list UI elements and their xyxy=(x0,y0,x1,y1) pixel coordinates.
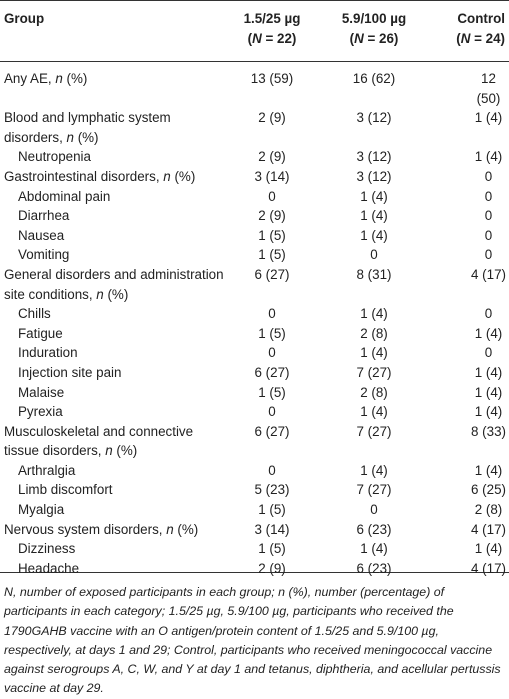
cell-control: 0 xyxy=(484,227,493,243)
row-label: Diarrhea xyxy=(18,208,70,224)
cell-high-dose: 0 xyxy=(370,502,378,518)
cell-control: 1 (4) xyxy=(474,149,503,165)
table-row xyxy=(0,62,509,108)
cell-high-dose: 6 (23) xyxy=(356,521,392,537)
header-col-low-dose-title: 1.5/25 µg xyxy=(243,11,301,26)
header-col-control-n: (N = 24) xyxy=(456,30,505,46)
row-label: Any AE, n (%) xyxy=(4,71,88,86)
row-label: Arthralgia xyxy=(18,462,76,478)
cell-control: 0 xyxy=(484,345,493,361)
cell-control: 1 (4) xyxy=(474,110,503,126)
table-row xyxy=(0,422,509,461)
cell-high-dose: 16 (62) xyxy=(352,71,396,86)
row-label: Nausea xyxy=(18,227,65,243)
header-col-low-dose xyxy=(224,0,320,62)
cell-control: 1 (4) xyxy=(474,541,503,557)
row-label: General disorders and administration site conditions, n (%) xyxy=(4,266,224,302)
cell-high-dose: 1 (4) xyxy=(360,462,388,478)
cell-high-dose: 3 (12) xyxy=(356,168,392,184)
table-row xyxy=(0,559,509,579)
cell-control: 4 (17) xyxy=(471,521,506,537)
cell-high-dose: 8 (31) xyxy=(356,266,392,282)
header-col-low-dose-n: (N = 22) xyxy=(247,30,297,46)
table-footnote: N, number of exposed participants in each group; n (%), number (percentage) of participants in each category; 1.5/25 µg, 5.9/100 µg, participants who received the 1790GAHB vaccine with an O antigen/protein content of 1.5/25 and 5.9/100 µg, respectively, at days 1 and 29; Control, participants who received meningococcal vaccine against serogroups A, C, W, and Y at day 1 and tetanus, diphtheria, and acellular pertussis vaccine at day 29. xyxy=(4,585,501,696)
table-row xyxy=(0,343,509,363)
table-row xyxy=(0,500,509,520)
cell-low-dose: 5 (23) xyxy=(254,482,290,498)
row-label: Pyrexia xyxy=(18,404,63,420)
cell-high-dose: 1 (4) xyxy=(360,188,388,204)
row-label: Abdominal pain xyxy=(18,188,111,204)
table-row xyxy=(0,304,509,324)
cell-low-dose: 1 (5) xyxy=(258,247,286,263)
cell-low-dose: 1 (5) xyxy=(258,384,286,400)
cell-high-dose: 7 (27) xyxy=(356,482,392,498)
cell-low-dose: 0 xyxy=(268,188,276,204)
table-row xyxy=(0,520,509,540)
cell-low-dose: 6 (27) xyxy=(254,364,290,380)
cell-high-dose: 3 (12) xyxy=(356,149,392,165)
row-label: Neutropenia xyxy=(18,149,91,165)
cell-control: 4 (17) xyxy=(471,560,506,576)
table-row xyxy=(0,402,509,422)
header-col-high-dose-n: (N = 26) xyxy=(349,30,399,46)
row-label: Malaise xyxy=(18,384,65,400)
cell-control: 1 (4) xyxy=(474,404,503,420)
table-row xyxy=(0,461,509,481)
cell-high-dose: 6 (23) xyxy=(356,560,392,576)
row-label: Vomiting xyxy=(18,247,70,263)
row-label: Induration xyxy=(18,345,78,361)
header-col-high-dose-title: 5.9/100 µg xyxy=(341,11,407,26)
table-row xyxy=(0,147,509,167)
cell-control: 2 (8) xyxy=(474,502,503,518)
cell-low-dose: 13 (59) xyxy=(250,71,294,86)
table-row xyxy=(0,363,509,383)
table-row xyxy=(0,108,509,147)
cell-control: 0 xyxy=(484,208,493,224)
cell-control: 0 xyxy=(484,168,493,184)
row-label: Headache xyxy=(18,560,80,576)
cell-low-dose: 1 (5) xyxy=(258,227,286,243)
cell-high-dose: 2 (8) xyxy=(360,325,388,341)
cell-control: 4 (17) xyxy=(471,266,506,282)
cell-low-dose: 0 xyxy=(268,404,276,420)
cell-high-dose: 7 (27) xyxy=(356,423,392,439)
cell-low-dose: 6 (27) xyxy=(254,423,290,439)
row-label: Fatigue xyxy=(18,325,63,341)
table-row xyxy=(0,324,509,344)
cell-control: 1 (4) xyxy=(474,384,503,400)
table-row xyxy=(0,187,509,207)
table-row xyxy=(0,383,509,403)
cell-high-dose: 2 (8) xyxy=(360,384,388,400)
cell-low-dose: 0 xyxy=(268,462,276,478)
table-row xyxy=(0,226,509,246)
cell-high-dose: 1 (4) xyxy=(360,541,388,557)
row-label: Myalgia xyxy=(18,502,65,518)
cell-control: 0 xyxy=(484,306,493,322)
cell-high-dose: 1 (4) xyxy=(360,208,388,224)
cell-low-dose: 1 (5) xyxy=(258,502,286,518)
cell-low-dose: 0 xyxy=(268,345,276,361)
table-row xyxy=(0,480,509,500)
cell-low-dose: 3 (14) xyxy=(254,521,290,537)
table-row xyxy=(0,167,509,187)
table-body xyxy=(0,62,509,578)
row-label: Chills xyxy=(18,306,51,322)
cell-high-dose: 0 xyxy=(370,247,378,263)
cell-high-dose: 1 (4) xyxy=(360,306,388,322)
cell-low-dose: 2 (9) xyxy=(258,149,286,165)
header-col-control-title: Control xyxy=(457,11,505,26)
table-row xyxy=(0,245,509,265)
cell-high-dose: 1 (4) xyxy=(360,404,388,420)
cell-high-dose: 3 (12) xyxy=(356,110,392,126)
row-label: Dizziness xyxy=(18,541,76,557)
cell-low-dose: 1 (5) xyxy=(258,541,286,557)
cell-low-dose: 1 (5) xyxy=(258,325,286,341)
cell-control: 12 (50) xyxy=(476,71,501,106)
header-group: Group xyxy=(4,11,45,26)
cell-control: 8 (33) xyxy=(471,423,506,439)
cell-control: 6 (25) xyxy=(471,482,506,498)
row-label: Injection site pain xyxy=(18,364,122,380)
table-row xyxy=(0,206,509,226)
cell-low-dose: 2 (9) xyxy=(258,110,286,126)
row-label: Gastrointestinal disorders, n (%) xyxy=(4,168,196,184)
cell-high-dose: 1 (4) xyxy=(360,345,388,361)
cell-low-dose: 0 xyxy=(268,306,276,322)
cell-high-dose: 7 (27) xyxy=(356,364,392,380)
cell-control: 0 xyxy=(484,247,493,263)
cell-low-dose: 6 (27) xyxy=(254,266,290,282)
row-label: Limb discomfort xyxy=(18,482,113,498)
cell-high-dose: 1 (4) xyxy=(360,227,388,243)
table-row xyxy=(0,265,509,304)
cell-control: 1 (4) xyxy=(474,462,503,478)
cell-low-dose: 2 (9) xyxy=(258,560,286,576)
cell-low-dose: 3 (14) xyxy=(254,168,290,184)
row-label: Nervous system disorders, n (%) xyxy=(4,521,199,537)
header-col-control xyxy=(428,0,509,62)
cell-control: 0 xyxy=(484,188,493,204)
header-col-high-dose xyxy=(320,0,428,62)
row-label: Musculoskeletal and connective tissue disorders, n (%) xyxy=(4,423,194,459)
table-header-row xyxy=(0,0,509,62)
table-row xyxy=(0,539,509,559)
cell-low-dose: 2 (9) xyxy=(258,208,286,224)
row-label: Blood and lymphatic system disorders, n (%) xyxy=(4,110,171,145)
cell-control: 1 (4) xyxy=(474,364,503,380)
cell-control: 1 (4) xyxy=(474,325,503,341)
